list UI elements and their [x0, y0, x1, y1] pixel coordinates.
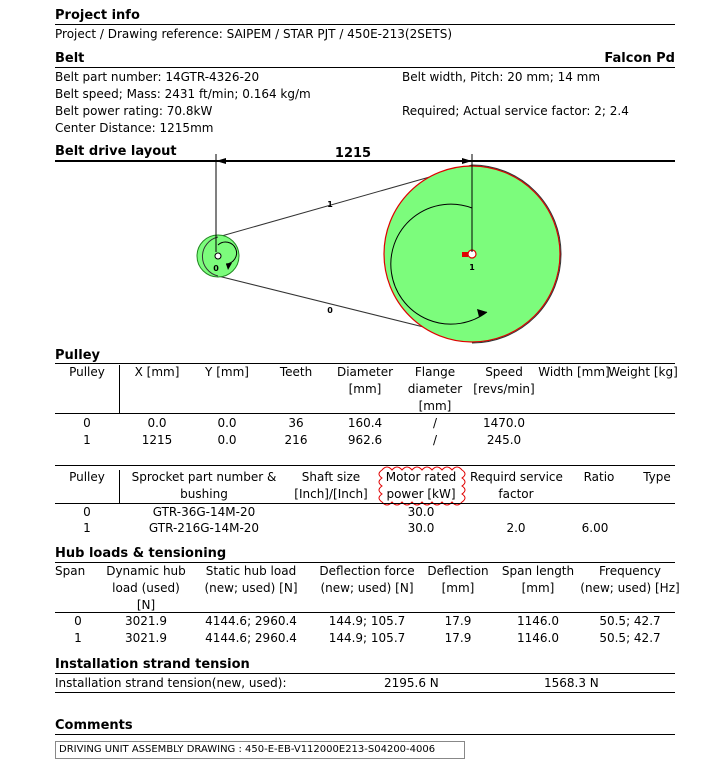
col-motor: Motor rated [385, 470, 457, 484]
divider [55, 413, 675, 414]
cell-ratio: 6.00 [581, 521, 609, 535]
cell-static: 4144.6; 2960.4 [205, 631, 297, 645]
cell-span-length: 1146.0 [517, 631, 559, 645]
cell-dynamic: 3021.9 [125, 631, 167, 645]
divider [55, 562, 675, 563]
col-shaft: Shaft size [301, 470, 361, 484]
divider [55, 363, 675, 364]
cell-x: 0.0 [147, 416, 167, 430]
col-defl-force: Deflection force [319, 564, 415, 578]
cell-span: 1 [74, 631, 82, 645]
divider [55, 503, 675, 504]
cell-frequency: 50.5; 42.7 [599, 631, 661, 645]
col-static-unit: (new; used) [N] [204, 581, 298, 595]
cell-span-length: 1146.0 [517, 614, 559, 628]
col-dynamic-2: load (used) [112, 581, 180, 595]
col-teeth: Teeth [279, 365, 313, 379]
divider [55, 692, 675, 693]
belt-speed-mass: Belt speed; Mass: 2431 ft/min; 0.164 kg/m [55, 87, 311, 101]
cell-pulley: 1 [83, 433, 91, 447]
col-service-2: factor [498, 487, 534, 501]
small-pulley-label: 0 [213, 264, 219, 273]
col-span: Span [55, 564, 86, 578]
col-span-length: Span length [501, 564, 575, 578]
cell-y: 0.0 [217, 433, 237, 447]
col-diameter: Diameter [336, 365, 394, 379]
col-frequency: Frequency [599, 564, 661, 578]
cell-deflection: 17.9 [444, 614, 472, 628]
cell-speed: 1470.0 [483, 416, 525, 430]
cell-deflection: 17.9 [444, 631, 472, 645]
cell-y: 0.0 [217, 416, 237, 430]
divider [119, 470, 120, 504]
col-ratio: Ratio [583, 470, 615, 484]
center-distance: Center Distance: 1215mm [55, 121, 214, 135]
belt-power-rating: Belt power rating: 70.8kW [55, 104, 213, 118]
installation-new: 2195.6 N [384, 676, 439, 690]
center-marker [462, 252, 468, 257]
cell-x: 1215 [141, 433, 173, 447]
col-deflection: Deflection [427, 564, 489, 578]
col-diameter-unit: [mm] [348, 382, 382, 396]
hub-loads-heading: Hub loads & tensioning [55, 546, 227, 561]
belt-drive-diagram [0, 0, 718, 360]
span-bottom-label: 0 [327, 306, 333, 315]
col-weight: Weight [kg] [608, 365, 678, 379]
col-motor-unit: power [kW] [386, 487, 456, 501]
pulley-heading: Pulley [55, 348, 100, 363]
cell-defl-force: 144.9; 105.7 [328, 614, 406, 628]
cell-flange: / [432, 433, 438, 447]
belt-heading: Belt [55, 51, 85, 66]
cell-diameter: 160.4 [347, 416, 383, 430]
cell-diameter: 962.6 [347, 433, 383, 447]
arrow-head-icon [216, 158, 226, 164]
span-top-label: 1 [327, 200, 333, 209]
cell-defl-force: 144.9; 105.7 [328, 631, 406, 645]
cell-pulley: 1 [83, 521, 91, 535]
col-speed-unit: [revs/min] [473, 382, 535, 396]
col-width: Width [mm] [538, 365, 610, 379]
project-info-heading: Project info [55, 8, 140, 23]
col-flange: Flange [414, 365, 456, 379]
col-span-length-unit: [mm] [521, 581, 555, 595]
divider [55, 734, 675, 735]
cell-frequency: 50.5; 42.7 [599, 614, 661, 628]
cell-static: 4144.6; 2960.4 [205, 614, 297, 628]
cell-pulley: 0 [83, 416, 91, 430]
cell-motor: 30.0 [407, 521, 435, 535]
col-frequency-unit: (new; used) [Hz] [580, 581, 680, 595]
col-shaft-unit: [Inch]/[Inch] [294, 487, 368, 501]
col-dynamic-unit: [N] [136, 598, 156, 612]
col-sprocket-2: bushing [180, 487, 228, 501]
divider [55, 465, 675, 466]
col-x: X [mm] [134, 365, 180, 379]
dimension-label: 1215 [334, 146, 372, 161]
comments-heading: Comments [55, 718, 133, 733]
installation-used: 1568.3 N [544, 676, 599, 690]
col-defl-force-unit: (new; used) [N] [320, 581, 414, 595]
arrow-head-icon [462, 158, 472, 164]
cell-service: 2.0 [506, 521, 526, 535]
large-pulley-label: 1 [469, 263, 475, 272]
cell-sprocket: GTR-216G-14M-20 [148, 521, 260, 535]
col-flange-unit: [mm] [418, 399, 452, 413]
installation-heading: Installation strand tension [55, 657, 250, 672]
belt-drive-layout-heading: Belt drive layout [55, 144, 177, 159]
cell-teeth: 216 [284, 433, 308, 447]
cell-pulley: 0 [83, 505, 91, 519]
cell-speed: 245.0 [486, 433, 522, 447]
cell-motor: 30.0 [407, 505, 435, 519]
col-dynamic: Dynamic hub [106, 564, 186, 578]
col-pulley: Pulley [69, 365, 105, 379]
col-pulley: Pulley [69, 470, 105, 484]
comments-box: DRIVING UNIT ASSEMBLY DRAWING : 450-E-EB-V112000E213-S04200-4006 [55, 741, 465, 759]
col-sprocket: Sprocket part number & [131, 470, 277, 484]
belt-service-factor: Required; Actual service factor: 2; 2.4 [402, 104, 629, 118]
cell-teeth: 36 [288, 416, 304, 430]
cell-sprocket: GTR-36G-14M-20 [152, 505, 256, 519]
col-y: Y [mm] [205, 365, 249, 379]
small-pulley-center [215, 253, 221, 259]
col-static: Static hub load [205, 564, 297, 578]
col-type: Type [643, 470, 671, 484]
col-speed: Speed [485, 365, 523, 379]
cell-flange: / [432, 416, 438, 430]
col-flange-2: diameter [407, 382, 463, 396]
col-service: Requird service [470, 470, 563, 484]
col-deflection-unit: [mm] [441, 581, 475, 595]
cell-dynamic: 3021.9 [125, 614, 167, 628]
divider [55, 612, 675, 613]
belt-width-pitch: Belt width, Pitch: 20 mm; 14 mm [402, 70, 601, 84]
installation-label: Installation strand tension(new, used): [55, 676, 287, 690]
project-reference: Project / Drawing reference: SAIPEM / STAR PJT / 450E-213(2SETS) [55, 27, 453, 41]
belt-part-number: Belt part number: 14GTR-4326-20 [55, 70, 260, 84]
divider [55, 673, 675, 674]
divider [119, 365, 120, 413]
cell-span: 0 [74, 614, 82, 628]
belt-brand: Falcon Pd [604, 51, 675, 66]
